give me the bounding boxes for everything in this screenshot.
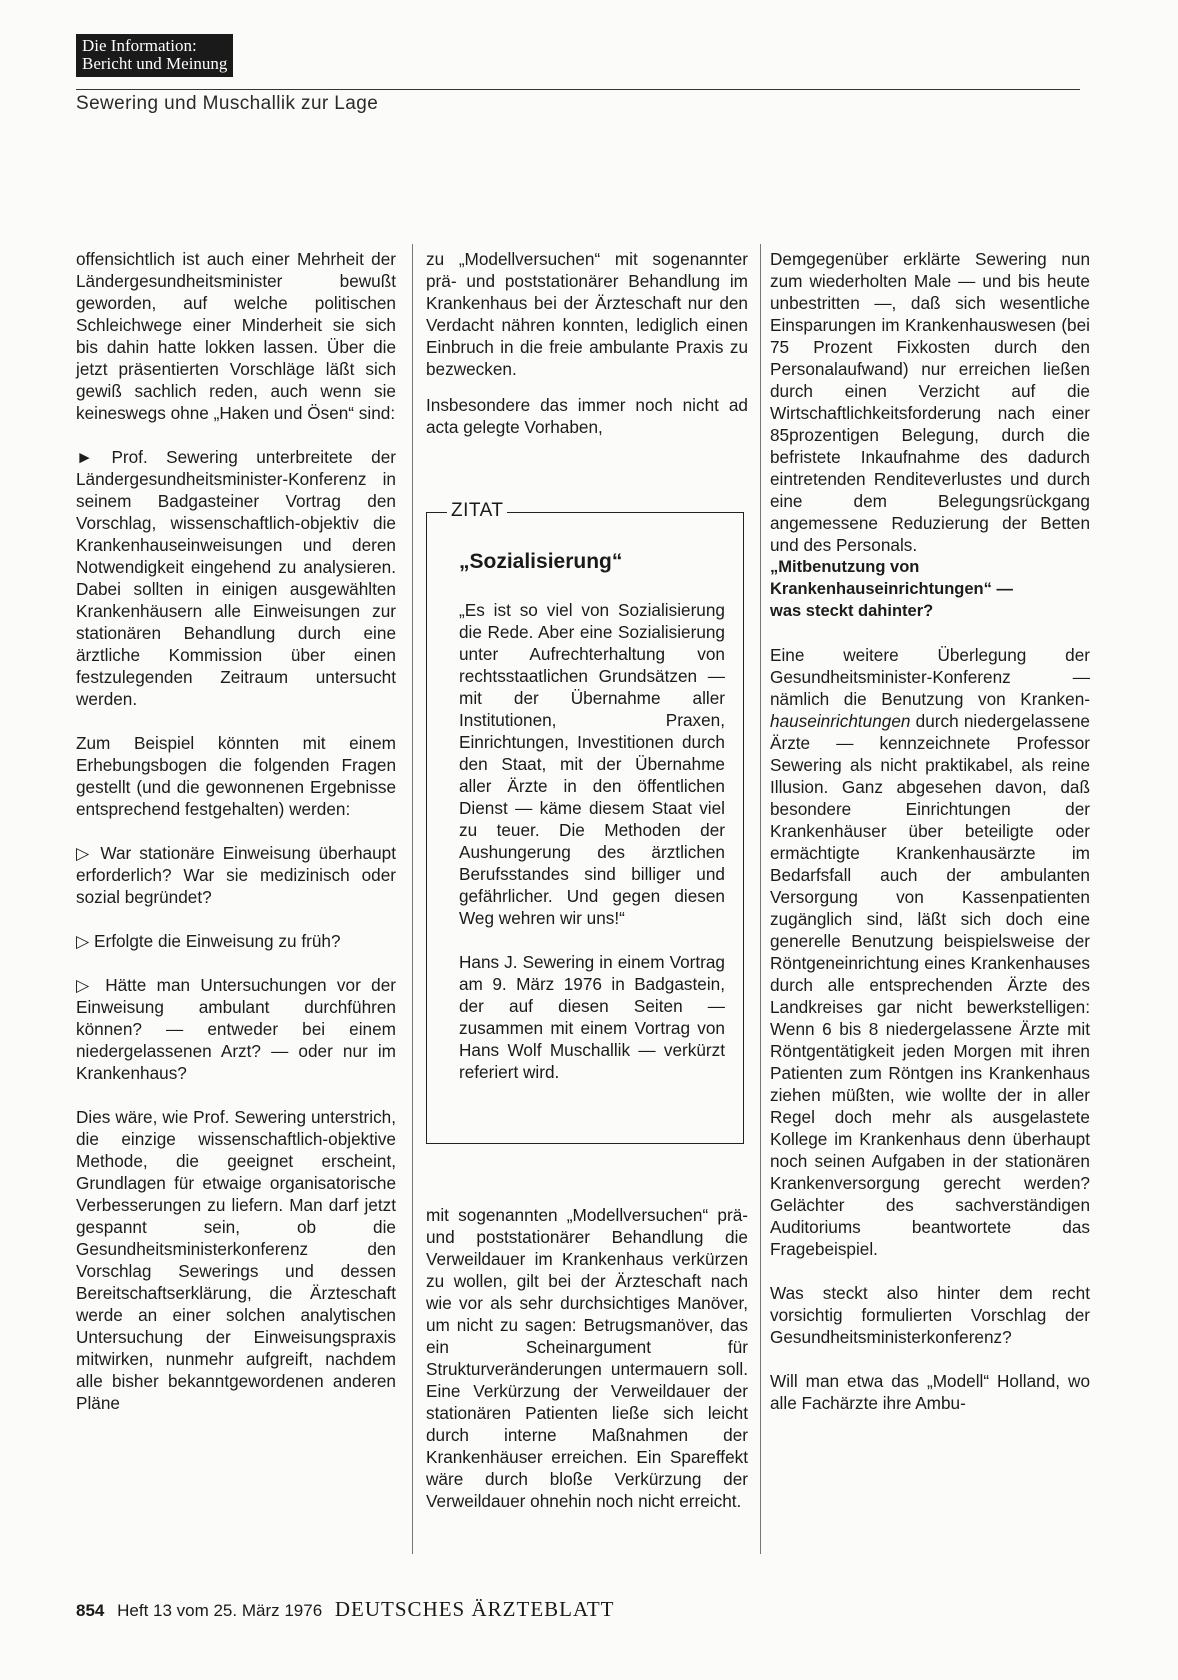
col3-paragraph-1: Demgegenüber erklärte Sewering nun zum wiederholten Male — und bis heute unbestritten —, daß sich wesentliche Einsparungen im Krankenhauswesen (bei 75 Prozent Fixkosten durch den Personalaufwand) nur erreichen ließen durch einen Verzicht auf die Wirtschaftlichkeitsforderung nach einer 85prozentigen Belegung, durch die befristete Inkaufnahme des dadurch eintretenden Renditeverlustes und durch eine dem Belegungsrückgang angemessene Reduzierung der Betten und des Personals. xyxy=(770,249,1090,555)
column-divider-1 xyxy=(412,244,413,1554)
section-tag-line1: Die Information: xyxy=(82,36,197,55)
col1-paragraph-4: Dies wäre, wie Prof. Sewering unterstrich, die einzige wissenschaftlich-objektive Methode, die geeignet erscheint, Grundlagen für etwaige organisatorische Verbesserungen zu liefern. Man darf jetzt gespannt sein, ob die Gesundheitsministerkonferenz den Vorschlag Sewerings und dessen Bereitschaftserklärung, die Ärzteschaft werde an einer solchen analytischen Untersuchung der Einweisungspraxis mitwirken, nunmehr aufgreift, nachdem alle bisher bekanntgewordenen anderen Pläne xyxy=(76,1107,396,1413)
column-2-continued xyxy=(426,1204,748,1512)
col1-paragraph-3: Zum Beispiel könnten mit einem Erhebungsbogen die folgenden Fragen gestellt (und die gewonnenen Ergebnisse entsprechend festgehalten) werden: xyxy=(76,733,396,819)
outline-triangle-icon: ▷ xyxy=(76,975,95,995)
col1-bullet-paragraph xyxy=(76,446,396,710)
col3-subheading: „Mitbenutzung von Krankenhauseinrichtungen“ — was steckt dahinter? xyxy=(770,558,1013,620)
triangle-bullet-icon: ► xyxy=(76,447,94,467)
quote-box xyxy=(426,500,744,1144)
col3-paragraph-3: Was steckt also hinter dem recht vorsichtig formulierten Vorschlag der Gesundheitsministerkonferenz? xyxy=(770,1283,1090,1347)
col1-paragraph-1: offensichtlich ist auch einer Mehrheit der Ländergesundheitsminister bewußt geworden, auf welche politischen Schleichwege einer Minderheit sie sich bis dahin hatte lokken lassen. Über die jetzt präsentierten Vorschläge läßt sich gewiß sachlich reden, auch wenn sie keineswegs ohne „Haken und Ösen“ sind: xyxy=(76,249,396,423)
question-3: ▷ Hätte man Untersuchungen vor der Einweisung ambulant durchführen können? — entweder bei einem niedergelassenen Arzt? — oder nur im Krankenhaus? xyxy=(76,975,397,1083)
col2-paragraph-2: Insbesondere das immer noch nicht ad acta gelegte Vorhaben, xyxy=(426,395,748,437)
column-3 xyxy=(770,248,1090,1414)
column-1 xyxy=(76,248,396,1414)
outline-triangle-icon: ▷ xyxy=(76,843,93,863)
quote-source: Hans J. Sewering in einem Vortrag am 9. März 1976 in Badgastein, der auf diesen Seiten — zusammen mit einem Vortrag von Hans Wolf Muschallik — verkürzt referiert wird. xyxy=(459,952,725,1082)
quote-title: „Sozialisierung“ xyxy=(459,550,623,573)
quote-content xyxy=(459,551,725,1083)
page-number: 854 xyxy=(76,1601,105,1620)
column-divider-2 xyxy=(760,244,761,1554)
magazine-name: DEUTSCHES ÄRZTEBLATT xyxy=(334,1597,615,1621)
column-2 xyxy=(426,248,748,438)
outline-triangle-icon: ▷ xyxy=(76,931,90,951)
section-tag xyxy=(76,34,233,77)
page-footer xyxy=(76,1597,614,1622)
section-tag-line2: Bericht und Meinung xyxy=(82,54,228,73)
col2-paragraph-3: mit sogenannten „Modellversuchen“ prä- und poststationärer Behandlung die Verweildauer im Krankenhaus verkürzen zu wollen, gilt bei der Ärzteschaft nach wie vor als sehr durchsichtiges Manöver, um nicht zu sagen: Betrugsmanöver, das ein Scheinargument für Strukturveränderungen untermauern soll. Eine Verkürzung der Verweildauer der stationären Patienten ließe sich leicht durch interne Maßnahmen der Krankenhäuser erreichen. Ein Spareffekt wäre durch bloße Verkürzung der Verweildauer ohnehin noch nicht erreicht. xyxy=(426,1205,748,1511)
question-1: ▷ War stationäre Einweisung überhaupt erforderlich? War sie medizinisch oder sozial begründet? xyxy=(76,843,396,907)
col3-paragraph-2: Eine weitere Überlegung der Gesundheitsminister-Konferenz — nämlich die Benutzung von Kranken-hauseinrichtungen durch niedergelassene Ärzte — kennzeichnete Professor Sewering als nicht praktikabel, als reine Illusion. Ganz abgesehen davon, daß besondere Einrichtungen der Krankenhäuser über beteiligte oder ermächtigte Krankenhausärzte im Bedarfsfall auch der ambulanten Versorgung von Kassenpatienten zugänglich sind, läßt sich doch eine generelle Benutzung beispielsweise der Röntgeneinrichtung eines Krankenhauses durch alle entsprechenden Ärzte des Landkreises gar nicht bewerkstelligen: Wenn 6 bis 8 niedergelassene Ärzte mit Röntgentätigkeit jeden Morgen mit ihren Patienten zum Röntgen ins Krankenhaus ziehen müßten, wie wollte der in aller Regel doch mehr als ausgelastete Kollege im Krankenhaus denn überhaupt noch seinen Aufgaben in der stationären Krankenversorgung gerecht werden? Gelächter des sachverständigen Auditoriums beantwortete das Fragebeispiel. xyxy=(770,645,1090,1259)
quote-label: ZITAT xyxy=(447,500,507,522)
col1-paragraph-2: Prof. Sewering unterbreitete der Ländergesundheitsminister-Konferenz in seinem Badgasteiner Vortrag den Vorschlag, wissenschaftlich-objektiv die Krankenhauseinweisungen und deren Notwendigkeit eingehend zu analysieren. Dabei sollten in einigen ausgewählten Krankenhäusern alle Einweisungen zur stationären Behandlung durch eine ärztliche Kommission über einen festzulegenden Zeitraum untersucht werden. xyxy=(76,447,396,709)
question-2: ▷ Erfolgte die Einweisung zu früh? xyxy=(76,931,341,951)
issue-info: Heft 13 vom 25. März 1976 xyxy=(117,1601,323,1620)
col3-paragraph-4: Will man etwa das „Modell“ Holland, wo alle Fachärzte ihre Ambu- xyxy=(770,1371,1090,1413)
header-rule xyxy=(76,89,1080,90)
page-title: Sewering und Muschallik zur Lage xyxy=(76,93,379,114)
quote-text: „Es ist so viel von Sozialisierung die Rede. Aber eine Sozialisierung unter Aufrechterhaltung von rechtsstaatlichen Grundsätzen — mit der Übernahme aller Institutionen, Praxen, Einrichtungen, Investitionen durch den Staat, mit der Übernahme aller Ärzte in den öffentlichen Dienst — käme diesem Staat viel zu teuer. Die Methoden der Aushungerung des ärztlichen Berufsstandes sind billiger und gefährlicher. Und gegen diesen Weg wehren wir uns!“ xyxy=(459,600,725,928)
col2-paragraph-1: zu „Modellversuchen“ mit sogenannter prä- und poststationärer Behandlung im Krankenhaus bei der Ärzteschaft nur den Verdacht nähren konnten, lediglich einen Einbruch in die freie ambulante Praxis zu bezwecken. xyxy=(426,249,748,379)
